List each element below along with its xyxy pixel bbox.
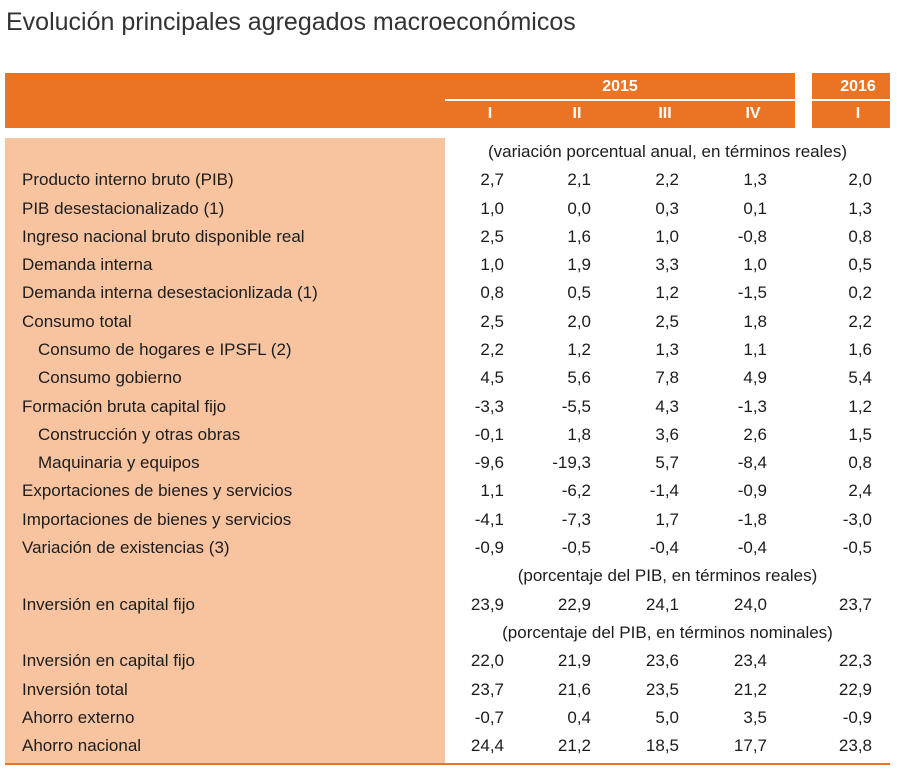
row-label: Construcción y otras obras xyxy=(38,424,241,444)
cell-value: 4,9 xyxy=(743,368,767,388)
row-label: Formación bruta capital fijo xyxy=(22,396,227,416)
cell-value: -7,3 xyxy=(561,509,591,529)
table-row xyxy=(0,421,900,449)
cell-value: -5,5 xyxy=(561,396,591,416)
cell-value: 21,2 xyxy=(733,679,767,699)
cell-value: 1,7 xyxy=(655,509,679,529)
section-caption: (porcentaje del PIB, en términos nominales) xyxy=(502,622,833,642)
row-label: Inversión en capital fijo xyxy=(22,594,195,614)
table-row xyxy=(0,195,900,223)
header-divider-2015 xyxy=(445,99,795,101)
cell-value: 2,2 xyxy=(655,170,679,190)
cell-value: 0,5 xyxy=(567,283,591,303)
table-row xyxy=(0,647,900,675)
cell-value: 1,3 xyxy=(655,340,679,360)
row-label: Consumo gobierno xyxy=(38,368,182,388)
row-label: Ahorro externo xyxy=(22,707,135,727)
cell-value: -6,2 xyxy=(561,481,591,501)
cell-value: 0,4 xyxy=(567,707,591,727)
cell-value: 1,3 xyxy=(848,198,872,218)
cell-value: 0,5 xyxy=(848,255,872,275)
cell-value: -3,3 xyxy=(474,396,504,416)
row-label: Inversión total xyxy=(22,679,128,699)
cell-value: 2,0 xyxy=(848,170,872,190)
cell-value: 1,0 xyxy=(743,255,767,275)
table-row xyxy=(0,166,900,194)
cell-value: 23,7 xyxy=(838,594,872,614)
cell-value: -9,6 xyxy=(474,453,504,473)
cell-value: 2,1 xyxy=(567,170,591,190)
cell-value: 1,3 xyxy=(743,170,767,190)
cell-value: 4,3 xyxy=(655,396,679,416)
cell-value: 22,3 xyxy=(838,651,872,671)
cell-value: -1,5 xyxy=(737,283,767,303)
cell-value: 1,0 xyxy=(480,255,504,275)
header-divider-2016 xyxy=(812,99,890,101)
cell-value: 1,2 xyxy=(567,340,591,360)
cell-value: 0,8 xyxy=(480,283,504,303)
cell-value: 23,9 xyxy=(470,594,504,614)
table-row xyxy=(0,506,900,534)
cell-value: 1,0 xyxy=(655,226,679,246)
table-row xyxy=(0,393,900,421)
cell-value: 1,6 xyxy=(567,226,591,246)
cell-value: -0,7 xyxy=(474,707,504,727)
cell-value: 0,0 xyxy=(567,198,591,218)
cell-value: 21,2 xyxy=(557,736,591,756)
cell-value: -0,9 xyxy=(842,707,872,727)
cell-value: 24,0 xyxy=(733,594,767,614)
cell-value: -19,3 xyxy=(552,453,591,473)
cell-value: -0,5 xyxy=(842,538,872,558)
table-row xyxy=(0,336,900,364)
cell-value: 22,9 xyxy=(557,594,591,614)
cell-value: 0,3 xyxy=(655,198,679,218)
cell-value: 2,0 xyxy=(567,311,591,331)
cell-value: 2,2 xyxy=(848,311,872,331)
table-row xyxy=(0,676,900,704)
cell-value: 7,8 xyxy=(655,368,679,388)
cell-value: 5,6 xyxy=(567,368,591,388)
cell-value: 2,5 xyxy=(655,311,679,331)
quarter-header: II xyxy=(572,105,582,122)
row-label: Importaciones de bienes y servicios xyxy=(22,509,292,529)
cell-value: 3,3 xyxy=(655,255,679,275)
row-label: Demanda interna xyxy=(22,255,153,275)
table-row xyxy=(0,704,900,732)
cell-value: 1,2 xyxy=(848,396,872,416)
cell-value: -8,4 xyxy=(737,453,767,473)
cell-value: 5,0 xyxy=(655,707,679,727)
cell-value: 21,9 xyxy=(557,651,591,671)
cell-value: 23,8 xyxy=(838,736,872,756)
row-label: Producto interno bruto (PIB) xyxy=(22,170,234,190)
cell-value: -0,4 xyxy=(737,538,767,558)
row-label: Maquinaria y equipos xyxy=(38,453,200,473)
quarter-header: I xyxy=(855,105,861,122)
cell-value: 2,5 xyxy=(480,311,504,331)
row-label: Ingreso nacional bruto disponible real xyxy=(22,226,305,246)
cell-value: 18,5 xyxy=(645,736,679,756)
section-caption: (porcentaje del PIB, en términos reales) xyxy=(517,566,818,586)
table-row xyxy=(0,732,900,760)
table-row xyxy=(0,223,900,251)
row-label: Variación de existencias (3) xyxy=(22,538,230,558)
cell-value: 0,8 xyxy=(848,226,872,246)
cell-value: 2,4 xyxy=(848,481,872,501)
cell-value: -4,1 xyxy=(474,509,504,529)
cell-value: 2,5 xyxy=(480,226,504,246)
table-bottom-rule xyxy=(5,763,890,765)
row-label: Inversión en capital fijo xyxy=(22,651,195,671)
cell-value: 1,6 xyxy=(848,340,872,360)
cell-value: 23,7 xyxy=(470,679,504,699)
cell-value: 1,2 xyxy=(655,283,679,303)
cell-value: 1,8 xyxy=(567,424,591,444)
row-label: Exportaciones de bienes y servicios xyxy=(22,481,293,501)
cell-value: 2,6 xyxy=(743,424,767,444)
cell-value: 24,1 xyxy=(645,594,679,614)
table-row xyxy=(0,449,900,477)
cell-value: 1,1 xyxy=(480,481,504,501)
table-body xyxy=(0,138,900,763)
table-row xyxy=(0,477,900,505)
cell-value: -0,9 xyxy=(737,481,767,501)
table-row xyxy=(0,591,900,619)
cell-value: 17,7 xyxy=(733,736,767,756)
table-row xyxy=(0,364,900,392)
row-label: PIB desestacionalizado (1) xyxy=(22,198,225,218)
row-label: Consumo de hogares e IPSFL (2) xyxy=(38,340,292,360)
cell-value: -1,8 xyxy=(737,509,767,529)
cell-value: 1,5 xyxy=(848,424,872,444)
cell-value: -0,1 xyxy=(474,424,504,444)
table-row xyxy=(0,534,900,562)
cell-value: -3,0 xyxy=(842,509,872,529)
quarter-header: IV xyxy=(745,105,761,122)
cell-value: -1,4 xyxy=(649,481,679,501)
quarter-header: I xyxy=(487,105,493,122)
cell-value: 21,6 xyxy=(557,679,591,699)
quarter-header: III xyxy=(658,105,672,122)
cell-value: 23,5 xyxy=(645,679,679,699)
cell-value: -0,4 xyxy=(649,538,679,558)
cell-value: 23,6 xyxy=(645,651,679,671)
row-label: Demanda interna desestacionlizada (1) xyxy=(22,283,318,303)
cell-value: 0,8 xyxy=(848,453,872,473)
year-header-2016: 2016 xyxy=(840,78,876,95)
table-row xyxy=(0,308,900,336)
cell-value: 22,0 xyxy=(470,651,504,671)
cell-value: -0,8 xyxy=(737,226,767,246)
cell-value: 4,5 xyxy=(480,368,504,388)
table-row xyxy=(0,251,900,279)
table-row xyxy=(0,279,900,307)
cell-value: 0,2 xyxy=(848,283,872,303)
section-caption: (variación porcentual anual, en términos reales) xyxy=(487,142,848,161)
row-label: Ahorro nacional xyxy=(22,736,142,756)
cell-value: 1,9 xyxy=(567,255,591,275)
cell-value: 2,2 xyxy=(480,340,504,360)
cell-value: 22,9 xyxy=(838,679,872,699)
cell-value: 1,0 xyxy=(480,198,504,218)
cell-value: 1,8 xyxy=(743,311,767,331)
table-title: Evolución principales agregados macroeconómicos xyxy=(6,8,576,36)
cell-value: -1,3 xyxy=(737,396,767,416)
cell-value: 24,4 xyxy=(470,736,504,756)
row-label: Consumo total xyxy=(22,311,132,331)
cell-value: 3,6 xyxy=(655,424,679,444)
cell-value: 1,1 xyxy=(743,340,767,360)
cell-value: 3,5 xyxy=(743,707,767,727)
cell-value: 0,1 xyxy=(743,198,767,218)
year-header-2015: 2015 xyxy=(602,78,638,95)
cell-value: 5,4 xyxy=(848,368,872,388)
cell-value: 5,7 xyxy=(655,453,679,473)
cell-value: -0,5 xyxy=(561,538,591,558)
cell-value: 2,7 xyxy=(480,170,504,190)
cell-value: -0,9 xyxy=(474,538,504,558)
cell-value: 23,4 xyxy=(733,651,767,671)
